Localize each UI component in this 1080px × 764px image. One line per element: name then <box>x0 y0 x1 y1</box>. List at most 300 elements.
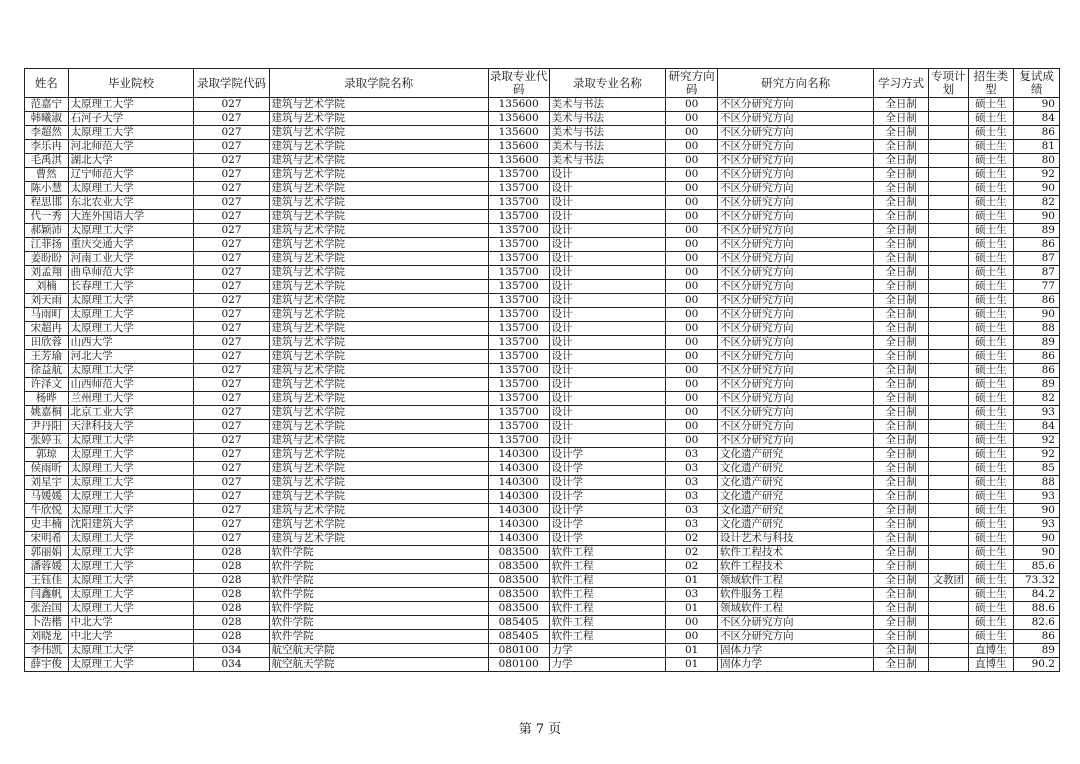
cell-score: 90 <box>1014 308 1060 322</box>
table-row <box>25 98 1060 112</box>
cell-direction-name: 固体力学 <box>718 658 874 672</box>
cell-enroll-type: 硕士生 <box>968 126 1014 140</box>
cell-study-mode: 全日制 <box>874 644 929 658</box>
cell-direction-code: 03 <box>666 448 718 462</box>
cell-special-plan <box>929 406 969 420</box>
cell-direction-code: 03 <box>666 518 718 532</box>
cell-direction-name: 不区分研究方向 <box>718 112 874 126</box>
cell-college-name: 软件学院 <box>269 616 488 630</box>
cell-college-code: 027 <box>194 378 269 392</box>
cell-major-name: 美术与书法 <box>549 154 666 168</box>
cell-special-plan <box>929 602 969 616</box>
cell-college-name: 建筑与艺术学院 <box>269 252 488 266</box>
cell-name: 陈小慧 <box>25 182 69 196</box>
cell-direction-code: 00 <box>666 280 718 294</box>
cell-direction-name: 不区分研究方向 <box>718 392 874 406</box>
table-row <box>25 294 1060 308</box>
cell-name: 郭丽娟 <box>25 546 69 560</box>
header-score: 复试成绩 <box>1014 69 1060 98</box>
cell-special-plan <box>929 616 969 630</box>
cell-name: 潘蓉媛 <box>25 560 69 574</box>
cell-school: 河北师范大学 <box>68 140 194 154</box>
cell-score: 85.6 <box>1014 560 1060 574</box>
cell-college-code: 027 <box>194 182 269 196</box>
cell-name: 马雨町 <box>25 308 69 322</box>
cell-special-plan <box>929 266 969 280</box>
cell-score: 84 <box>1014 420 1060 434</box>
cell-special-plan <box>929 350 969 364</box>
cell-study-mode: 全日制 <box>874 182 929 196</box>
cell-major-name: 软件工程 <box>549 574 666 588</box>
cell-enroll-type: 硕士生 <box>968 378 1014 392</box>
cell-college-name: 航空航天学院 <box>269 658 488 672</box>
cell-direction-code: 00 <box>666 322 718 336</box>
cell-direction-name: 不区分研究方向 <box>718 126 874 140</box>
header-special-plan: 专项计划 <box>929 69 969 98</box>
cell-study-mode: 全日制 <box>874 350 929 364</box>
cell-major-code: 135700 <box>488 420 549 434</box>
cell-college-code: 027 <box>194 154 269 168</box>
header-direction-name: 研究方向名称 <box>718 69 874 98</box>
table-row <box>25 224 1060 238</box>
cell-name: 尹丹阳 <box>25 420 69 434</box>
cell-special-plan <box>929 294 969 308</box>
cell-score: 82.6 <box>1014 616 1060 630</box>
cell-name: 牛欣悦 <box>25 504 69 518</box>
cell-score: 85 <box>1014 462 1060 476</box>
cell-special-plan <box>929 154 969 168</box>
cell-direction-code: 02 <box>666 546 718 560</box>
cell-study-mode: 全日制 <box>874 98 929 112</box>
cell-name: 程思邯 <box>25 196 69 210</box>
cell-enroll-type: 硕士生 <box>968 532 1014 546</box>
cell-direction-code: 03 <box>666 462 718 476</box>
table-row <box>25 154 1060 168</box>
cell-study-mode: 全日制 <box>874 364 929 378</box>
cell-direction-code: 00 <box>666 126 718 140</box>
table-row <box>25 448 1060 462</box>
cell-special-plan <box>929 420 969 434</box>
cell-direction-name: 不区分研究方向 <box>718 294 874 308</box>
cell-major-code: 140300 <box>488 504 549 518</box>
cell-major-code: 135700 <box>488 350 549 364</box>
cell-direction-name: 固体力学 <box>718 644 874 658</box>
cell-name: 徐益航 <box>25 364 69 378</box>
cell-name: 毛禹淇 <box>25 154 69 168</box>
cell-study-mode: 全日制 <box>874 518 929 532</box>
cell-direction-code: 00 <box>666 140 718 154</box>
cell-enroll-type: 硕士生 <box>968 364 1014 378</box>
cell-name: 卜浩楷 <box>25 616 69 630</box>
cell-school: 山西师范大学 <box>68 378 194 392</box>
cell-score: 86 <box>1014 630 1060 644</box>
cell-college-name: 软件学院 <box>269 560 488 574</box>
table-row <box>25 168 1060 182</box>
cell-special-plan <box>929 112 969 126</box>
cell-major-code: 140300 <box>488 532 549 546</box>
cell-college-code: 034 <box>194 644 269 658</box>
cell-college-name: 建筑与艺术学院 <box>269 504 488 518</box>
cell-major-code: 135700 <box>488 308 549 322</box>
cell-school: 中北大学 <box>68 630 194 644</box>
cell-major-code: 135600 <box>488 126 549 140</box>
cell-special-plan <box>929 322 969 336</box>
cell-name: 田欣蓉 <box>25 336 69 350</box>
table-row <box>25 308 1060 322</box>
header-major-name: 录取专业名称 <box>549 69 666 98</box>
table-row <box>25 280 1060 294</box>
cell-name: 姜盼盼 <box>25 252 69 266</box>
cell-name: 刘晓龙 <box>25 630 69 644</box>
cell-score: 93 <box>1014 406 1060 420</box>
cell-study-mode: 全日制 <box>874 574 929 588</box>
table-row <box>25 560 1060 574</box>
cell-direction-code: 00 <box>666 420 718 434</box>
cell-score: 87 <box>1014 266 1060 280</box>
cell-special-plan <box>929 560 969 574</box>
cell-direction-name: 领域软件工程 <box>718 574 874 588</box>
cell-direction-code: 00 <box>666 392 718 406</box>
cell-score: 88.6 <box>1014 602 1060 616</box>
cell-major-name: 设计 <box>549 280 666 294</box>
cell-name: 江菲扬 <box>25 238 69 252</box>
cell-school: 太原理工大学 <box>68 364 194 378</box>
cell-special-plan <box>929 490 969 504</box>
cell-school: 太原理工大学 <box>68 434 194 448</box>
cell-college-name: 建筑与艺术学院 <box>269 364 488 378</box>
cell-study-mode: 全日制 <box>874 252 929 266</box>
cell-major-code: 135700 <box>488 210 549 224</box>
cell-school: 中北大学 <box>68 616 194 630</box>
cell-enroll-type: 硕士生 <box>968 518 1014 532</box>
cell-name: 刘天雨 <box>25 294 69 308</box>
cell-score: 90 <box>1014 210 1060 224</box>
cell-college-name: 建筑与艺术学院 <box>269 266 488 280</box>
cell-score: 86 <box>1014 294 1060 308</box>
cell-college-code: 027 <box>194 224 269 238</box>
cell-score: 90.2 <box>1014 658 1060 672</box>
cell-study-mode: 全日制 <box>874 140 929 154</box>
cell-special-plan <box>929 364 969 378</box>
cell-direction-name: 不区分研究方向 <box>718 616 874 630</box>
cell-major-code: 140300 <box>488 448 549 462</box>
cell-college-code: 027 <box>194 196 269 210</box>
cell-direction-name: 不区分研究方向 <box>718 322 874 336</box>
cell-major-name: 力学 <box>549 644 666 658</box>
cell-major-code: 135600 <box>488 154 549 168</box>
cell-college-code: 027 <box>194 476 269 490</box>
cell-name: 李伟凯 <box>25 644 69 658</box>
cell-special-plan <box>929 476 969 490</box>
cell-direction-name: 软件工程技术 <box>718 546 874 560</box>
cell-college-name: 建筑与艺术学院 <box>269 392 488 406</box>
cell-major-code: 080100 <box>488 644 549 658</box>
cell-special-plan: 文教团 <box>929 574 969 588</box>
cell-score: 93 <box>1014 518 1060 532</box>
cell-special-plan <box>929 462 969 476</box>
cell-score: 84.2 <box>1014 588 1060 602</box>
cell-enroll-type: 硕士生 <box>968 238 1014 252</box>
cell-major-code: 135700 <box>488 378 549 392</box>
cell-study-mode: 全日制 <box>874 168 929 182</box>
cell-college-name: 建筑与艺术学院 <box>269 476 488 490</box>
cell-enroll-type: 硕士生 <box>968 112 1014 126</box>
cell-study-mode: 全日制 <box>874 378 929 392</box>
cell-study-mode: 全日制 <box>874 238 929 252</box>
cell-direction-code: 02 <box>666 532 718 546</box>
cell-direction-name: 不区分研究方向 <box>718 308 874 322</box>
cell-enroll-type: 直博生 <box>968 644 1014 658</box>
table-row <box>25 574 1060 588</box>
table-row <box>25 112 1060 126</box>
cell-major-code: 080100 <box>488 658 549 672</box>
header-school: 毕业院校 <box>68 69 194 98</box>
cell-direction-code: 01 <box>666 602 718 616</box>
cell-enroll-type: 硕士生 <box>968 574 1014 588</box>
cell-college-code: 027 <box>194 420 269 434</box>
cell-major-code: 135700 <box>488 434 549 448</box>
cell-school: 太原理工大学 <box>68 98 194 112</box>
cell-major-name: 软件工程 <box>549 602 666 616</box>
table-row <box>25 182 1060 196</box>
cell-college-name: 建筑与艺术学院 <box>269 168 488 182</box>
cell-college-code: 028 <box>194 602 269 616</box>
cell-score: 92 <box>1014 168 1060 182</box>
cell-name: 宋明希 <box>25 532 69 546</box>
cell-major-name: 设计 <box>549 322 666 336</box>
cell-special-plan <box>929 630 969 644</box>
cell-major-code: 135700 <box>488 406 549 420</box>
cell-direction-code: 00 <box>666 252 718 266</box>
cell-school: 太原理工大学 <box>68 658 194 672</box>
cell-direction-name: 不区分研究方向 <box>718 350 874 364</box>
cell-college-name: 建筑与艺术学院 <box>269 294 488 308</box>
cell-major-code: 135700 <box>488 280 549 294</box>
cell-college-name: 建筑与艺术学院 <box>269 350 488 364</box>
cell-name: 李超然 <box>25 126 69 140</box>
cell-enroll-type: 硕士生 <box>968 392 1014 406</box>
cell-name: 薛宇俊 <box>25 658 69 672</box>
cell-special-plan <box>929 448 969 462</box>
cell-special-plan <box>929 588 969 602</box>
cell-study-mode: 全日制 <box>874 280 929 294</box>
table-row <box>25 196 1060 210</box>
cell-college-code: 027 <box>194 238 269 252</box>
cell-major-code: 085405 <box>488 616 549 630</box>
cell-enroll-type: 硕士生 <box>968 616 1014 630</box>
cell-name: 马媛媛 <box>25 490 69 504</box>
cell-major-name: 设计 <box>549 210 666 224</box>
cell-name: 宋超冉 <box>25 322 69 336</box>
cell-enroll-type: 硕士生 <box>968 462 1014 476</box>
page-number: 第 7 页 <box>518 722 562 737</box>
cell-major-code: 135700 <box>488 196 549 210</box>
cell-major-name: 设计 <box>549 378 666 392</box>
cell-direction-code: 00 <box>666 308 718 322</box>
table-row <box>25 476 1060 490</box>
cell-special-plan <box>929 518 969 532</box>
cell-direction-code: 03 <box>666 588 718 602</box>
cell-direction-name: 文化遗产研究 <box>718 462 874 476</box>
cell-direction-name: 不区分研究方向 <box>718 280 874 294</box>
cell-major-code: 083500 <box>488 546 549 560</box>
cell-score: 84 <box>1014 112 1060 126</box>
cell-school: 太原理工大学 <box>68 644 194 658</box>
cell-name: 姚嘉桐 <box>25 406 69 420</box>
cell-score: 92 <box>1014 448 1060 462</box>
cell-major-name: 美术与书法 <box>549 126 666 140</box>
table-row <box>25 252 1060 266</box>
cell-name: 王钰佳 <box>25 574 69 588</box>
header-direction-code: 研究方向码 <box>666 69 718 98</box>
cell-college-name: 软件学院 <box>269 574 488 588</box>
cell-enroll-type: 硕士生 <box>968 280 1014 294</box>
cell-direction-name: 不区分研究方向 <box>718 434 874 448</box>
cell-major-code: 135700 <box>488 392 549 406</box>
cell-college-name: 建筑与艺术学院 <box>269 154 488 168</box>
cell-college-name: 建筑与艺术学院 <box>269 518 488 532</box>
cell-special-plan <box>929 504 969 518</box>
cell-school: 太原理工大学 <box>68 546 194 560</box>
table-row <box>25 266 1060 280</box>
cell-major-name: 设计 <box>549 434 666 448</box>
cell-direction-name: 不区分研究方向 <box>718 238 874 252</box>
cell-major-name: 软件工程 <box>549 560 666 574</box>
cell-direction-code: 00 <box>666 210 718 224</box>
cell-school: 大连外国语大学 <box>68 210 194 224</box>
cell-major-code: 140300 <box>488 490 549 504</box>
header-enroll-type: 招生类型 <box>968 69 1014 98</box>
cell-study-mode: 全日制 <box>874 532 929 546</box>
cell-college-name: 建筑与艺术学院 <box>269 434 488 448</box>
cell-name: 韩曦淑 <box>25 112 69 126</box>
cell-school: 太原理工大学 <box>68 462 194 476</box>
cell-enroll-type: 硕士生 <box>968 224 1014 238</box>
cell-direction-code: 00 <box>666 364 718 378</box>
cell-college-code: 028 <box>194 560 269 574</box>
cell-score: 92 <box>1014 434 1060 448</box>
cell-college-name: 建筑与艺术学院 <box>269 112 488 126</box>
cell-study-mode: 全日制 <box>874 434 929 448</box>
header-college-code: 录取学院代码 <box>194 69 269 98</box>
cell-enroll-type: 硕士生 <box>968 560 1014 574</box>
cell-college-name: 建筑与艺术学院 <box>269 140 488 154</box>
cell-special-plan <box>929 224 969 238</box>
cell-enroll-type: 直博生 <box>968 658 1014 672</box>
table-row <box>25 518 1060 532</box>
table-body <box>25 98 1060 672</box>
cell-special-plan <box>929 182 969 196</box>
cell-college-code: 027 <box>194 518 269 532</box>
cell-college-name: 建筑与艺术学院 <box>269 126 488 140</box>
cell-score: 93 <box>1014 490 1060 504</box>
cell-study-mode: 全日制 <box>874 602 929 616</box>
header-college-name: 录取学院名称 <box>269 69 488 98</box>
cell-direction-name: 不区分研究方向 <box>718 224 874 238</box>
table-row <box>25 644 1060 658</box>
cell-college-name: 建筑与艺术学院 <box>269 420 488 434</box>
cell-college-code: 027 <box>194 350 269 364</box>
cell-major-code: 135600 <box>488 140 549 154</box>
cell-name: 刘孟翔 <box>25 266 69 280</box>
cell-college-code: 027 <box>194 322 269 336</box>
cell-score: 87 <box>1014 252 1060 266</box>
cell-direction-code: 01 <box>666 644 718 658</box>
cell-score: 90 <box>1014 546 1060 560</box>
cell-college-code: 027 <box>194 280 269 294</box>
cell-study-mode: 全日制 <box>874 448 929 462</box>
cell-direction-name: 不区分研究方向 <box>718 154 874 168</box>
cell-college-code: 027 <box>194 490 269 504</box>
cell-special-plan <box>929 98 969 112</box>
cell-major-code: 135700 <box>488 364 549 378</box>
cell-special-plan <box>929 126 969 140</box>
table-row <box>25 378 1060 392</box>
cell-name: 许泽文 <box>25 378 69 392</box>
cell-college-name: 建筑与艺术学院 <box>269 182 488 196</box>
cell-major-code: 140300 <box>488 476 549 490</box>
cell-college-code: 027 <box>194 504 269 518</box>
cell-enroll-type: 硕士生 <box>968 434 1014 448</box>
cell-college-code: 027 <box>194 252 269 266</box>
cell-major-code: 140300 <box>488 462 549 476</box>
cell-name: 侯雨昕 <box>25 462 69 476</box>
cell-school: 辽宁师范大学 <box>68 168 194 182</box>
cell-score: 89 <box>1014 644 1060 658</box>
cell-enroll-type: 硕士生 <box>968 210 1014 224</box>
cell-major-code: 135600 <box>488 98 549 112</box>
header-name: 姓名 <box>25 69 69 98</box>
cell-direction-name: 不区分研究方向 <box>718 630 874 644</box>
cell-name: 闫鑫帆 <box>25 588 69 602</box>
cell-name: 杨晔 <box>25 392 69 406</box>
cell-college-name: 软件学院 <box>269 602 488 616</box>
cell-school: 河南工业大学 <box>68 252 194 266</box>
cell-college-code: 027 <box>194 126 269 140</box>
cell-direction-name: 设计艺术与科技 <box>718 532 874 546</box>
cell-major-name: 设计学 <box>549 448 666 462</box>
cell-name: 范嘉宁 <box>25 98 69 112</box>
cell-name: 刘星宇 <box>25 476 69 490</box>
table-row <box>25 616 1060 630</box>
cell-study-mode: 全日制 <box>874 490 929 504</box>
cell-special-plan <box>929 546 969 560</box>
cell-major-name: 设计 <box>549 308 666 322</box>
cell-direction-code: 03 <box>666 476 718 490</box>
cell-school: 天津科技大学 <box>68 420 194 434</box>
cell-score: 90 <box>1014 532 1060 546</box>
cell-study-mode: 全日制 <box>874 126 929 140</box>
cell-special-plan <box>929 392 969 406</box>
table-row <box>25 434 1060 448</box>
cell-score: 86 <box>1014 350 1060 364</box>
cell-college-code: 027 <box>194 406 269 420</box>
cell-major-code: 083500 <box>488 560 549 574</box>
cell-college-name: 建筑与艺术学院 <box>269 196 488 210</box>
cell-major-name: 设计 <box>549 350 666 364</box>
table-row <box>25 546 1060 560</box>
cell-name: 张婷玉 <box>25 434 69 448</box>
cell-major-name: 软件工程 <box>549 616 666 630</box>
cell-major-name: 设计 <box>549 196 666 210</box>
cell-special-plan <box>929 308 969 322</box>
cell-score: 77 <box>1014 280 1060 294</box>
cell-major-code: 135700 <box>488 238 549 252</box>
cell-major-name: 设计 <box>549 238 666 252</box>
cell-major-name: 设计 <box>549 266 666 280</box>
cell-direction-name: 不区分研究方向 <box>718 210 874 224</box>
cell-major-code: 135700 <box>488 266 549 280</box>
